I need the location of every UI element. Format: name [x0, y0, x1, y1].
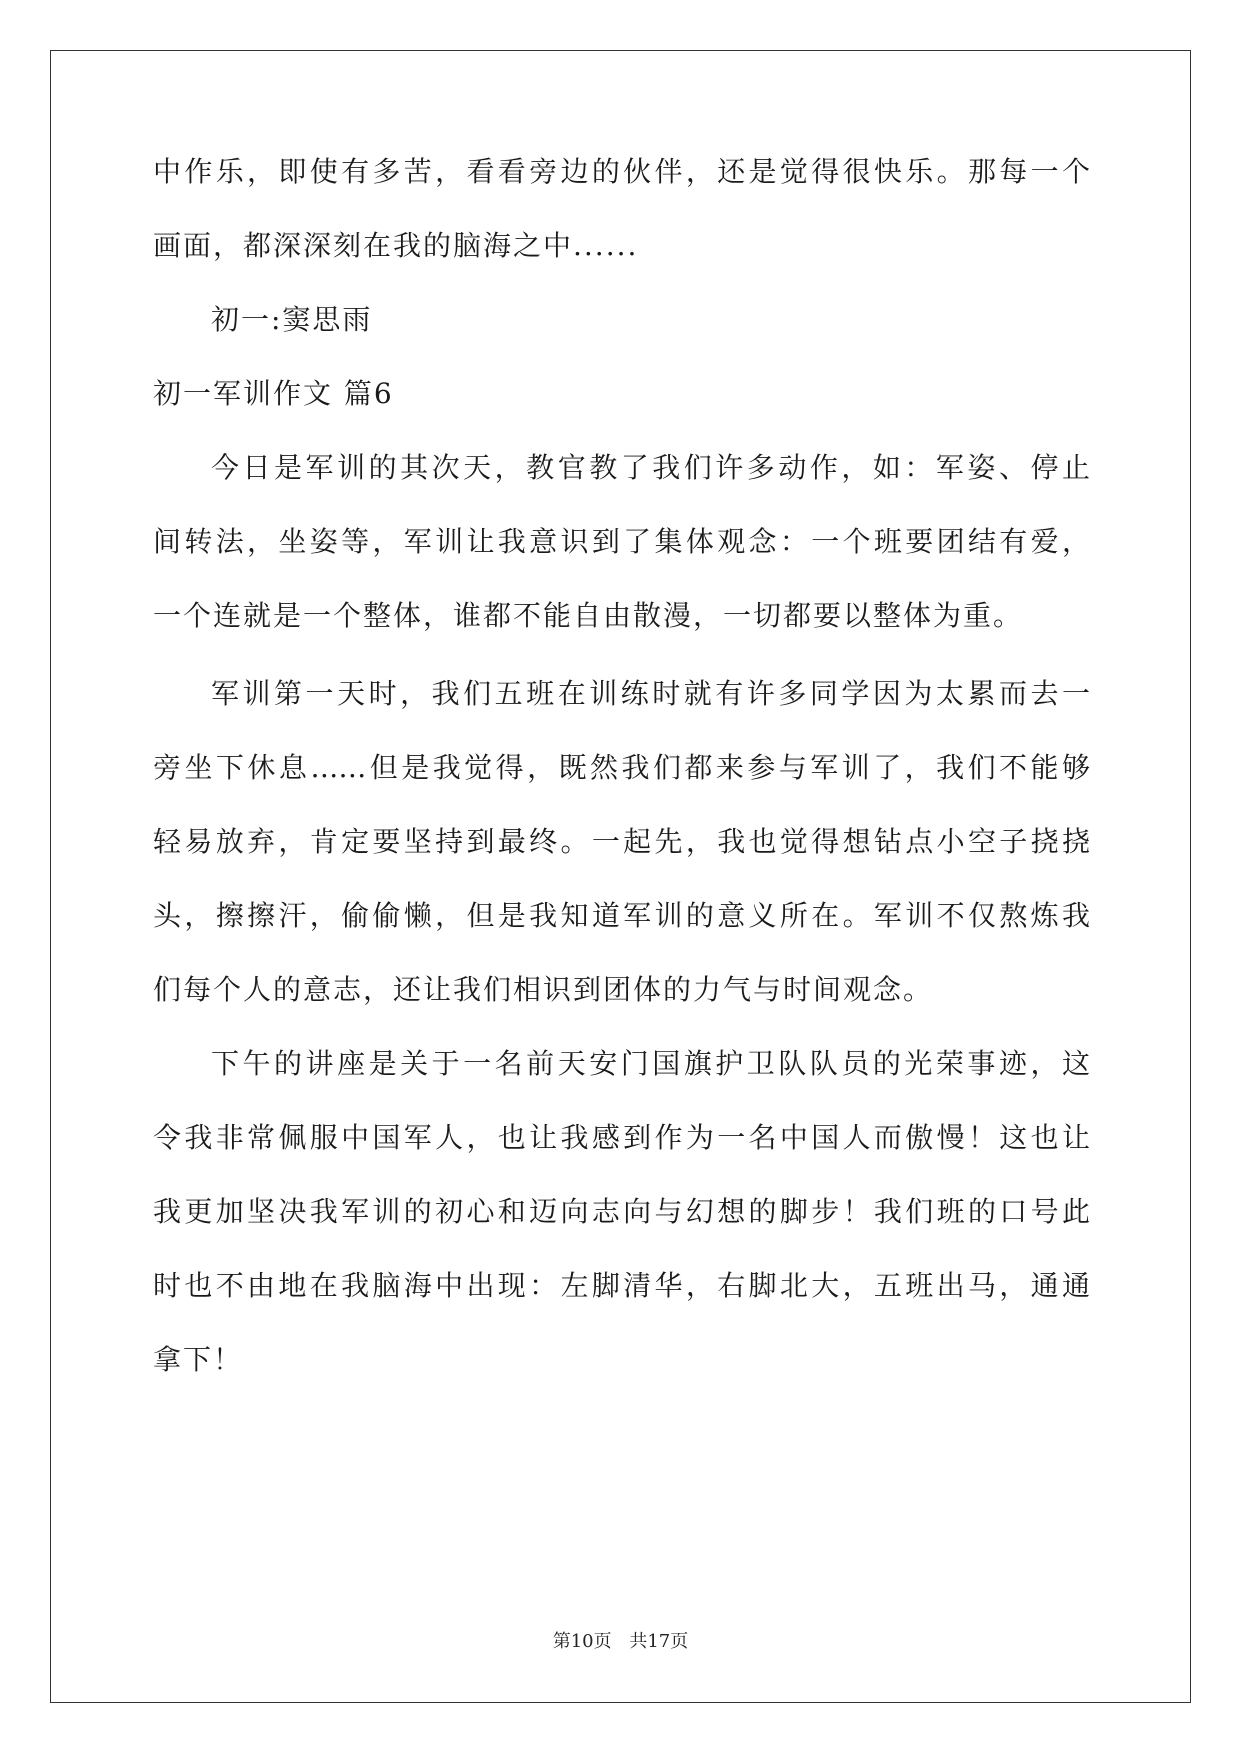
- text-line: 军训第一天时，我们五班在训练时就有许多同学因为太累而去一: [211, 677, 1090, 710]
- text-line: 下午的讲座是关于一名前天安门国旗护卫队队员的光荣事迹，这: [211, 1047, 1090, 1080]
- author-line: 初一:窦思雨: [211, 303, 373, 336]
- text-line: 时也不由地在我脑海中出现：左脚清华，右脚北大，五班出马，通通: [153, 1269, 1090, 1302]
- text-line: 我更加坚决我军训的初心和迈向志向与幻想的脚步！我们班的口号此: [153, 1195, 1090, 1228]
- text-line: 画面，都深深刻在我的脑海之中......: [153, 229, 639, 262]
- text-line: 令我非常佩服中国军人，也让我感到作为一名中国人而傲慢！这也让: [153, 1121, 1090, 1154]
- text-line: 头，擦擦汗，偷偷懒，但是我知道军训的意义所在。军训不仅熬炼我: [153, 899, 1090, 932]
- text-line: 间转法，坐姿等，军训让我意识到了集体观念：一个班要团结有爱，: [153, 525, 1090, 558]
- text-line: 们每个人的意志，还让我们相识到团体的力气与时间观念。: [153, 973, 934, 1006]
- page-number: 第10页: [552, 1631, 612, 1652]
- page-border: [50, 50, 1191, 1703]
- text-line: 拿下！: [153, 1343, 244, 1376]
- page-total: 共17页: [629, 1631, 689, 1652]
- section-heading: 初一军训作文 篇6: [153, 377, 394, 410]
- text-line: 中作乐，即使有多苦，看看旁边的伙伴，还是觉得很快乐。那每一个: [153, 155, 1090, 188]
- text-line: 旁坐下休息……但是我觉得，既然我们都来参与军训了，我们不能够: [153, 751, 1090, 784]
- text-line: 今日是军训的其次天，教官教了我们许多动作，如：军姿、停止: [211, 451, 1090, 484]
- page-footer: [0, 1631, 1241, 1653]
- text-line: 轻易放弃，肯定要坚持到最终。一起先，我也觉得想钻点小空子挠挠: [153, 825, 1090, 858]
- text-line: 一个连就是一个整体，谁都不能自由散漫，一切都要以整体为重。: [153, 599, 1024, 632]
